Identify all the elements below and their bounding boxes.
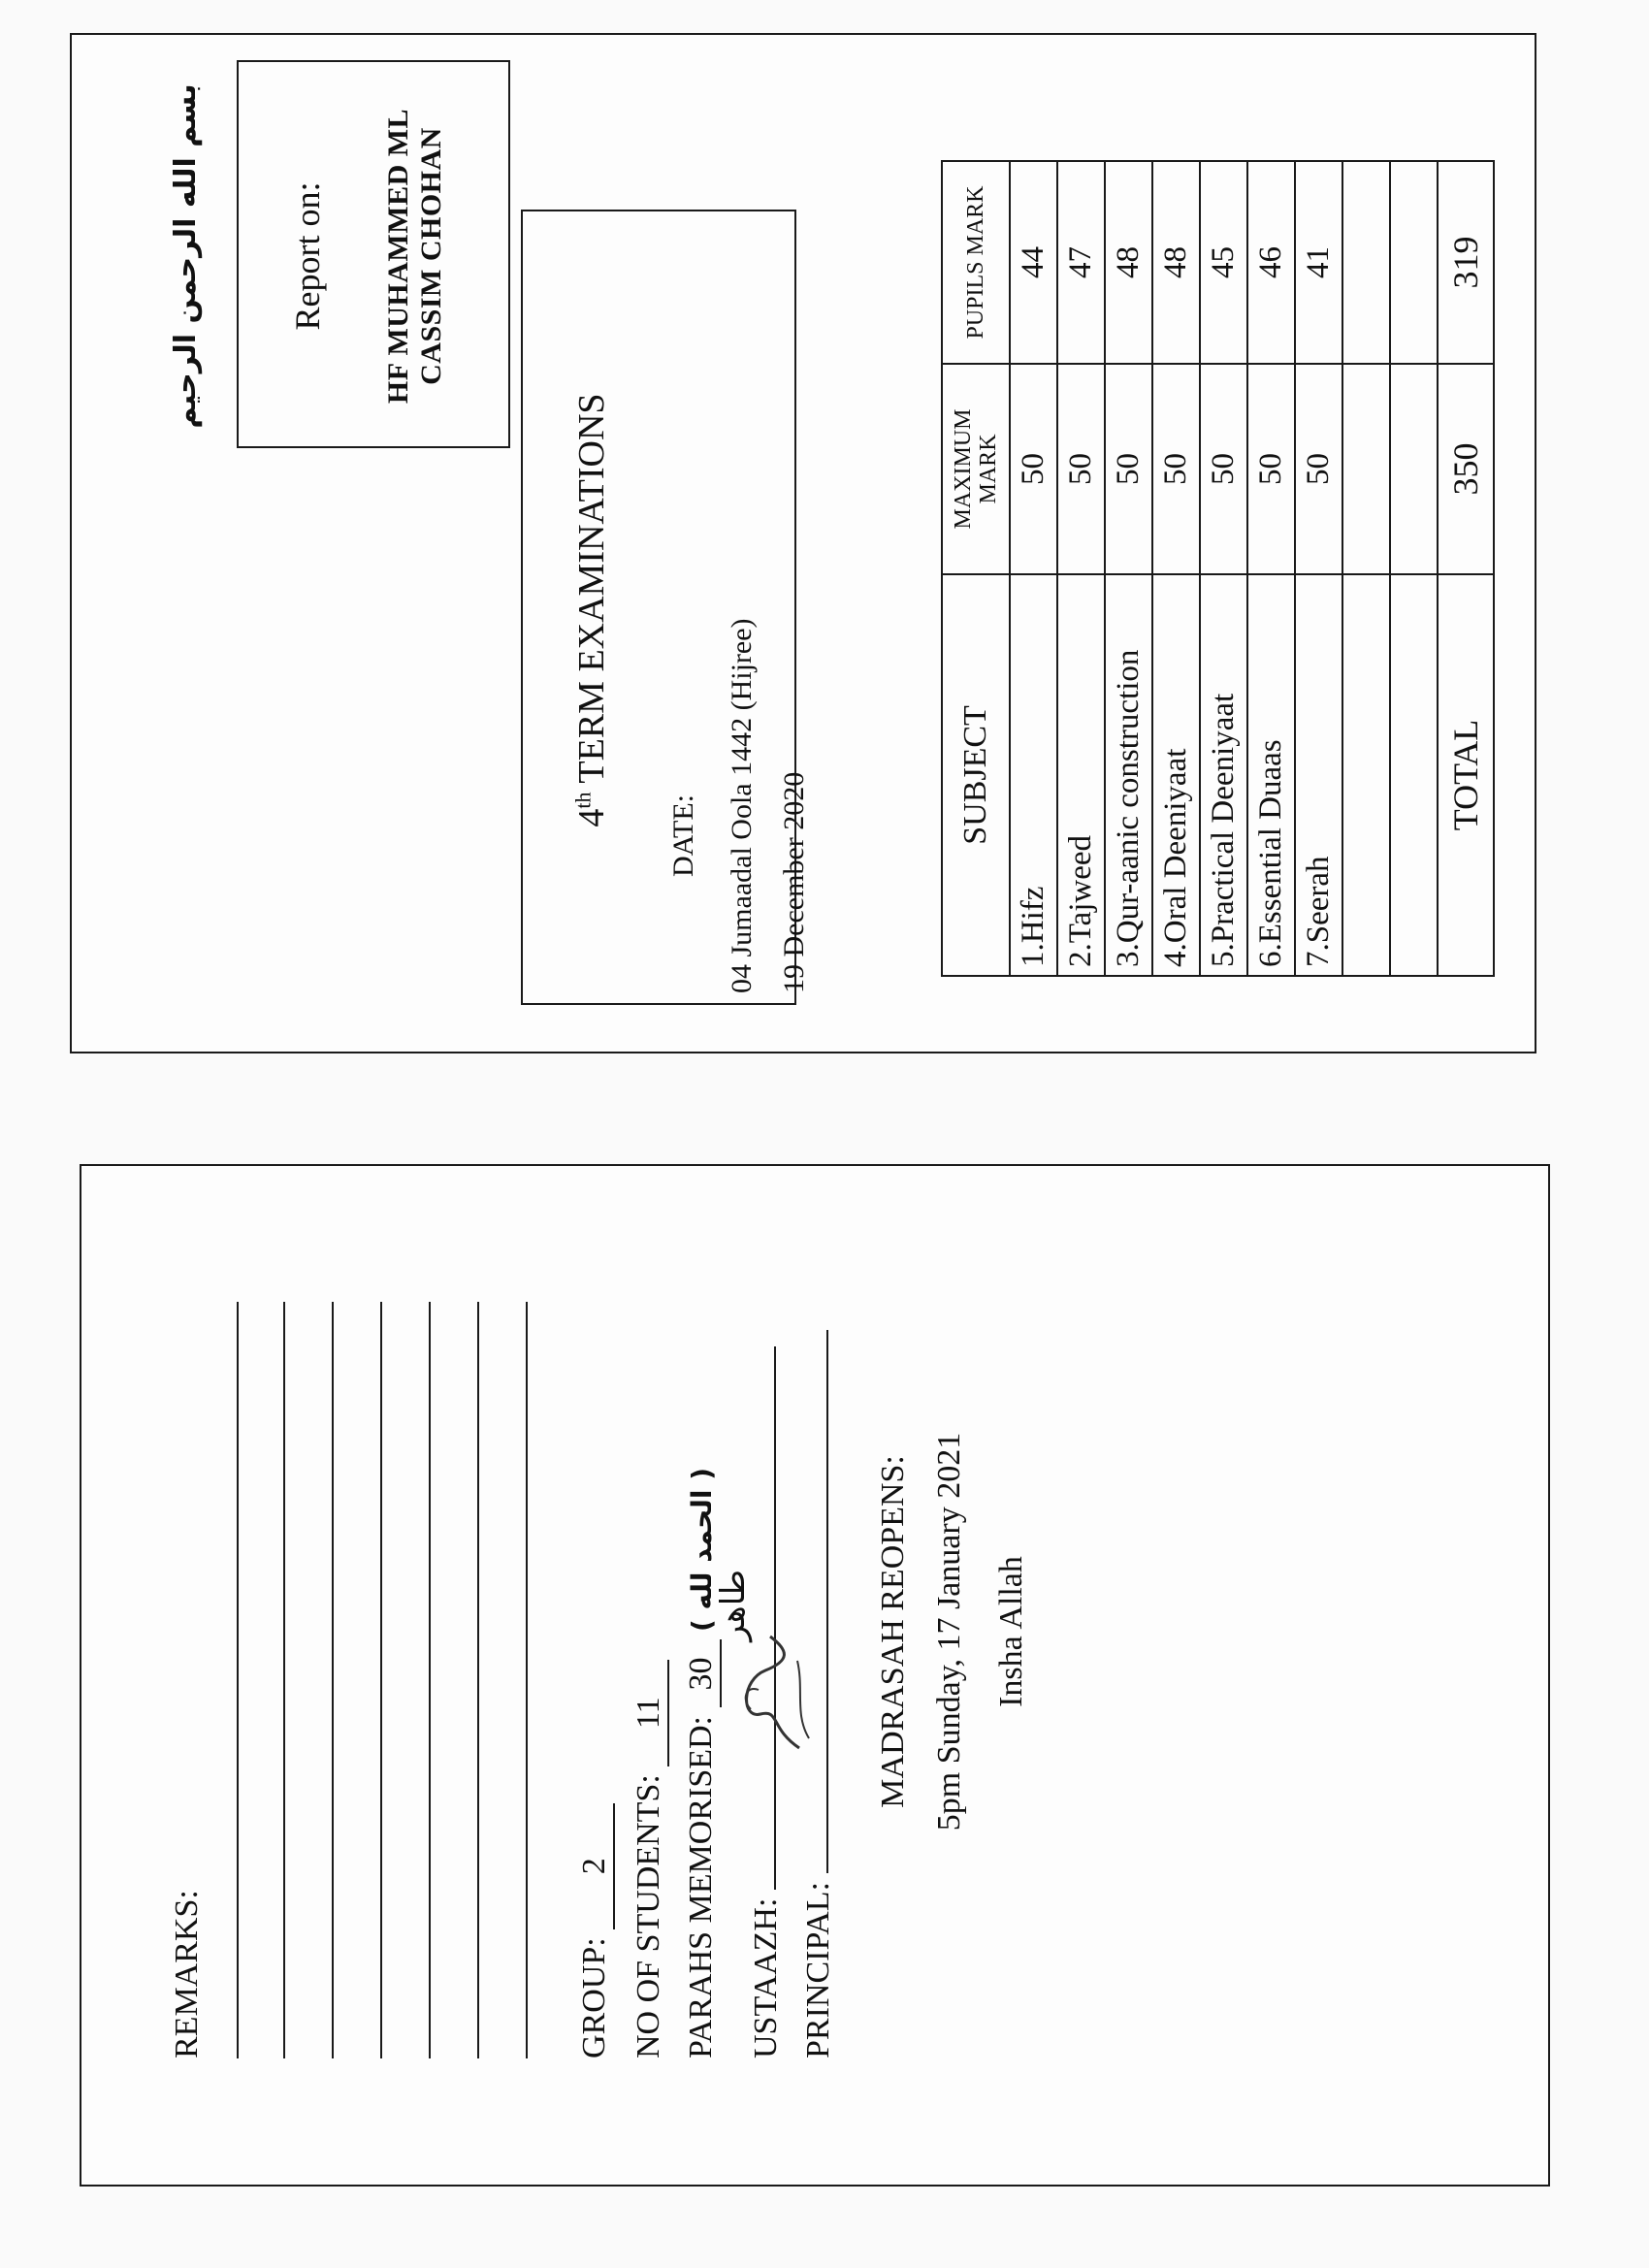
remarks-line [380, 1302, 382, 2058]
report-on-label: Report on: [288, 181, 327, 331]
remarks-card [80, 1164, 1550, 2187]
max-mark-cell: 50 [1152, 364, 1200, 574]
date-hijri: 04 Jumaadal Oola 1442 (Hijree) [726, 618, 758, 993]
marks-table-header [942, 161, 1010, 976]
remarks-line [283, 1302, 285, 2058]
pupil-mark-cell: 41 [1295, 161, 1342, 364]
max-mark-cell: 50 [1295, 364, 1342, 574]
header-maximum-mark: MAXIMUM MARK [942, 364, 1010, 574]
ustaazh-signature: طاهر [714, 1569, 753, 1641]
exam-ordinal: 4 [571, 808, 612, 827]
header-pupils-mark: PUPILS MARK [942, 161, 1010, 364]
parahs-label: PARAHS MEMORISED: [683, 1716, 719, 2058]
pupil-mark-cell: 48 [1105, 161, 1152, 364]
table-row [1247, 161, 1295, 976]
pupil-mark-cell: 48 [1152, 161, 1200, 364]
students-value: 11 [630, 1660, 669, 1766]
ustaazh-label: USTAAZH: [748, 1897, 784, 2058]
principal-signature-line [790, 1330, 828, 1873]
max-mark-cell [1390, 364, 1438, 574]
table-row [1057, 161, 1105, 976]
subject-cell: 7.Seerah [1295, 574, 1342, 976]
pupil-mark-cell: 46 [1247, 161, 1295, 364]
max-mark-cell: 50 [1247, 364, 1295, 574]
max-mark-cell: 50 [1105, 364, 1152, 574]
table-row [1010, 161, 1057, 976]
date-label: DATE: [667, 794, 699, 877]
exam-title [570, 227, 613, 993]
reopens-time: 5pm Sunday, 17 January 2021 [931, 1432, 967, 1831]
max-mark-cell: 50 [1200, 364, 1247, 574]
header-subject: SUBJECT [942, 574, 1010, 976]
remarks-label: REMARKS: [169, 1890, 205, 2058]
table-row [1390, 161, 1438, 976]
students-field [630, 1660, 669, 2058]
table-row [1295, 161, 1342, 976]
reopens-label: MADRASAH REOPENS: [875, 1455, 911, 1808]
total-label: TOTAL [1438, 574, 1494, 976]
table-total-row [1438, 161, 1494, 976]
report-card [70, 33, 1536, 1053]
principal-label: PRINCIPAL: [800, 1881, 836, 2058]
pupil-mark-cell [1390, 161, 1438, 364]
subject-cell [1342, 574, 1390, 976]
max-mark-cell: 50 [1010, 364, 1057, 574]
table-row [1200, 161, 1247, 976]
reopens-note: Insha Allah [993, 1556, 1029, 1707]
student-name: HF MUHAMMED ML CASSIM CHOHAN [382, 108, 447, 405]
subject-cell: 4.Oral Deeniyaat [1152, 574, 1200, 976]
subject-cell: 5.Practical Deeniyaat [1200, 574, 1247, 976]
group-value: 2 [576, 1803, 615, 1929]
subject-cell: 3.Qur-aanic construction [1105, 574, 1152, 976]
remarks-line [526, 1302, 528, 2058]
pupil-mark-cell: 45 [1200, 161, 1247, 364]
pupil-mark-cell: 47 [1057, 161, 1105, 364]
remarks-line [237, 1302, 239, 2058]
marks-table [941, 160, 1495, 977]
report-card-content [72, 35, 1535, 1052]
parahs-value: 30 [683, 1640, 722, 1708]
max-mark-cell: 50 [1057, 364, 1105, 574]
table-row [1152, 161, 1200, 976]
remarks-line [477, 1302, 479, 2058]
exam-title-text: TERM EXAMINATIONS [571, 393, 612, 784]
pupil-mark-cell [1342, 161, 1390, 364]
exam-ordinal-suffix: th [570, 792, 596, 809]
remarks-card-content [81, 1166, 1548, 2185]
subject-cell: 2.Tajweed [1057, 574, 1105, 976]
table-row [1105, 161, 1152, 976]
subject-cell [1390, 574, 1438, 976]
table-row [1342, 161, 1390, 976]
parahs-note: ( الحمد لله ) [686, 1467, 718, 1632]
total-max-mark: 350 [1438, 364, 1494, 574]
group-field [576, 1803, 615, 2058]
group-label: GROUP: [576, 1937, 612, 2058]
date-gregorian: 19 December 2020 [778, 771, 810, 993]
students-label: NO OF STUDENTS: [630, 1774, 666, 2058]
bismillah-heading: بسم الله الرحمن الرحيم [169, 83, 203, 429]
subject-cell: 1.Hifz [1010, 574, 1057, 976]
principal-signature-mark [712, 1622, 838, 1767]
subject-cell: 6.Essential Duaas [1247, 574, 1295, 976]
pupil-mark-cell: 44 [1010, 161, 1057, 364]
student-name-box [237, 60, 510, 448]
remarks-line [429, 1302, 431, 2058]
remarks-line [332, 1302, 334, 2058]
max-mark-cell [1342, 364, 1390, 574]
total-pupil-mark: 319 [1438, 161, 1494, 364]
